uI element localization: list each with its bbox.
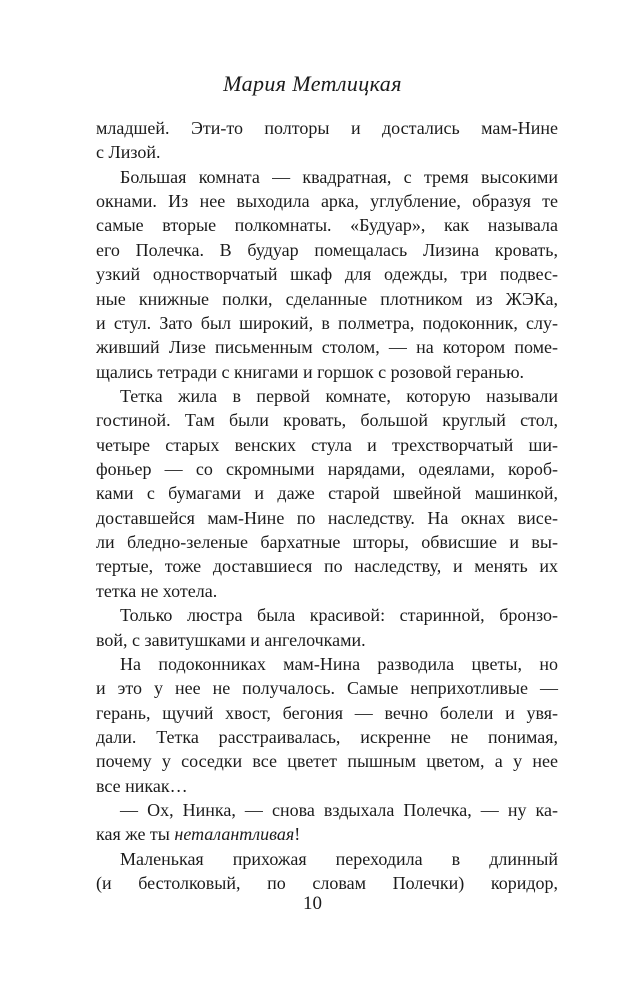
text-line: окнами. Из нее выходила арка, углубление, образуя те — [96, 191, 558, 212]
text-line: герань, щучий хвост, бегония — вечно болели и увя- — [96, 702, 558, 723]
text-line: тетка не хотела. — [96, 580, 218, 601]
text-line: вой, с завитушками и ангелочками. — [96, 629, 366, 650]
text-line: все никак… — [96, 775, 188, 796]
running-header: Мария Метлицкая — [223, 71, 402, 96]
text-line: Тетка жила в первой комнате, которую называли — [120, 385, 558, 406]
text-line: с Лизой. — [96, 142, 161, 163]
text-line: младшей. Эти-то полторы и достались мам-Нине — [96, 118, 558, 138]
text-line: — Ох, Нинка, — снова вздыхала Полечка, — ну ка- — [120, 800, 558, 821]
text-line: и это у нее не получалось. Самые неприхотливые — — [96, 678, 558, 699]
text-line: ные книжные полки, сделанные плотником из ЖЭКа, — [96, 288, 558, 309]
text-line: (и бестолковый, по словам Полечки) коридор, — [96, 873, 558, 894]
text-line: дали. Тетка расстраивалась, искренне не понимая, — [96, 726, 558, 747]
text-line: Большая комната — квадратная, с тремя высокими — [120, 166, 558, 187]
text-line: кая же ты неталантливая! — [96, 824, 301, 845]
body-text — [96, 116, 558, 896]
text-line: доставшейся мам-Нине по наследству. На окнах висе- — [96, 507, 558, 528]
text-line: ками с бумагами и даже старой швейной машинкой, — [96, 483, 558, 504]
page-number: 10 — [303, 893, 322, 914]
text-line: четыре старых венских стула и трехстворчатый ши- — [96, 434, 558, 455]
emphasized-word: неталантливая — [174, 824, 295, 845]
text-line: и стул. Зато был широкий, в полметра, подоконник, слу- — [96, 312, 558, 333]
text-line: живший Лизе письменным столом, — на котором поме- — [96, 337, 558, 358]
text-line: щались тетради с книгами и горшок с розовой геранью. — [96, 361, 525, 382]
text-line: узкий одностворчатый шкаф для одежды, три подвес- — [96, 264, 558, 285]
text-line: На подоконниках мам-Нина разводила цветы, но — [120, 653, 558, 674]
text-line: ли бледно-зеленые бархатные шторы, обвисшие и вы- — [96, 532, 558, 553]
text-line: тертые, тоже доставшиеся по наследству, и менять их — [96, 556, 558, 577]
text-line: самые вторые полкомнаты. «Будуар», как называла — [96, 215, 558, 236]
text-line: гостиной. Там были кровать, большой круглый стол, — [96, 410, 558, 431]
text-line: Только люстра была красивой: старинной, бронзо- — [120, 605, 558, 626]
text-line: фоньер — со скромными нарядами, одеялами, короб- — [96, 459, 558, 480]
text-line: Маленькая прихожая переходила в длинный — [120, 848, 558, 869]
text-line: почему у соседки все цветет пышным цветом, а у нее — [96, 751, 558, 772]
text-line: его Полечка. В будуар помещалась Лизина кровать, — [96, 239, 558, 260]
